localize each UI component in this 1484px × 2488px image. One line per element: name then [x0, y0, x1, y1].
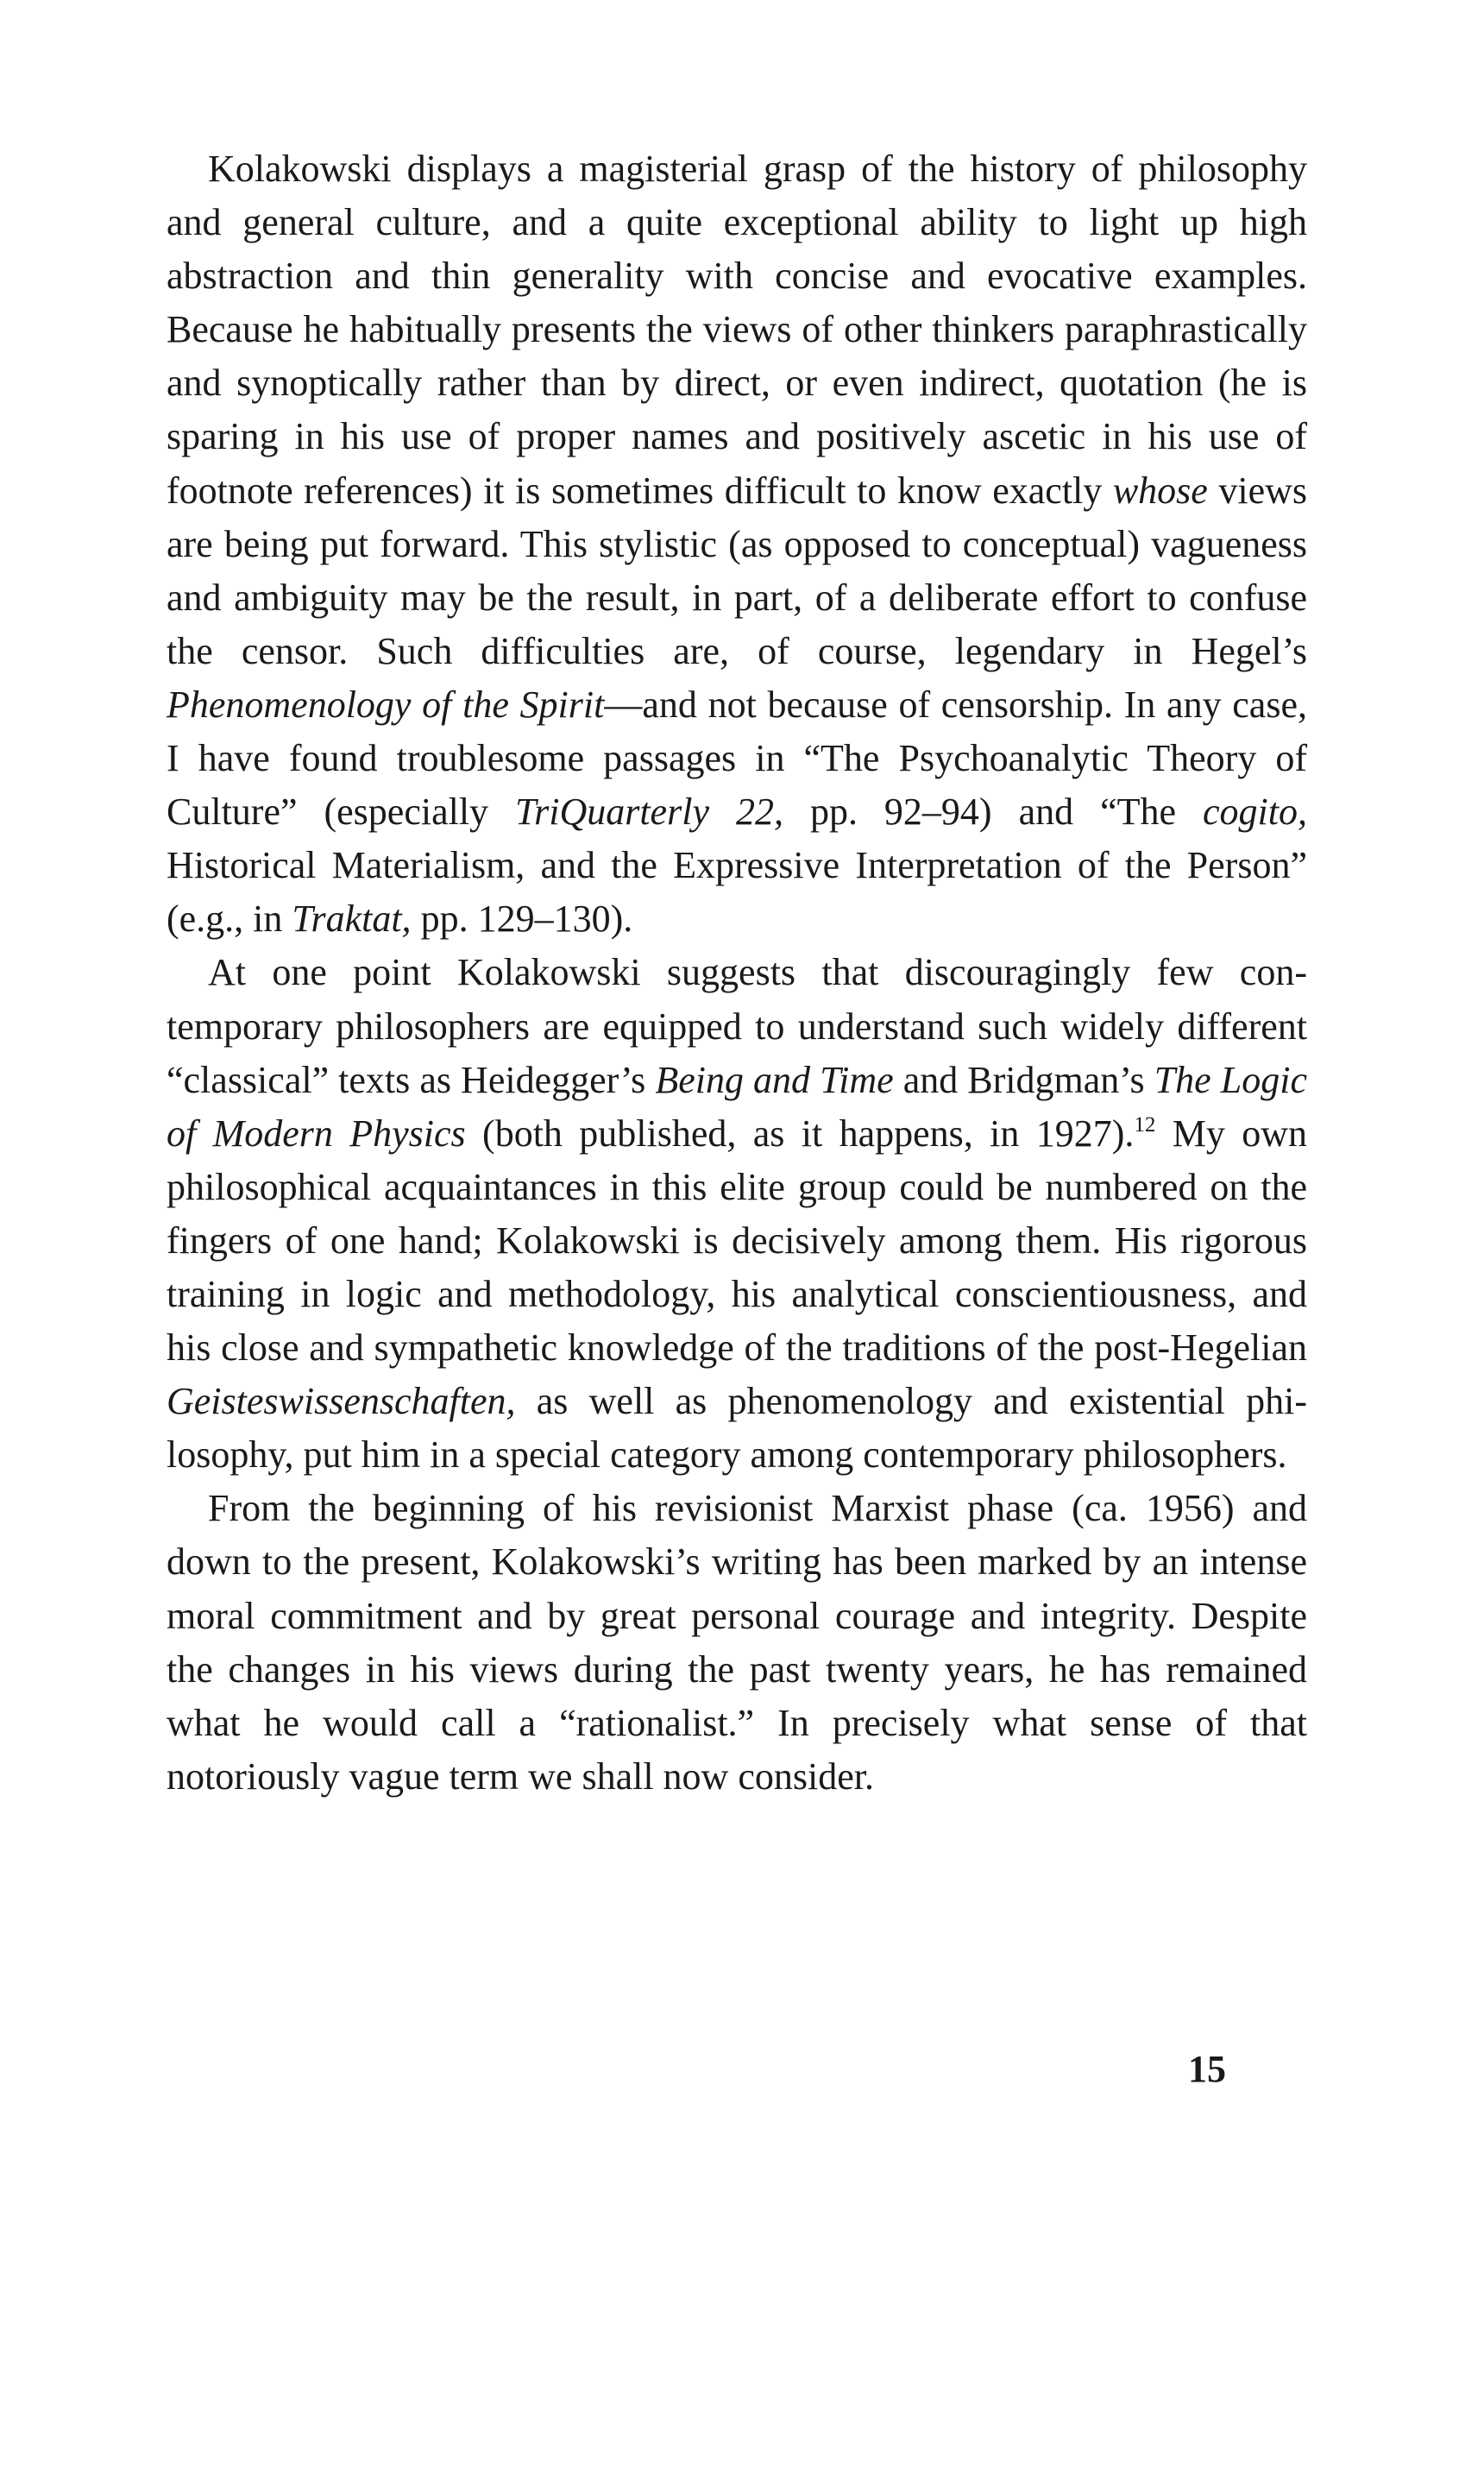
text-span: pp. 129–130).: [411, 898, 633, 941]
text-span: From the beginning of his revisionist Marxist phase (ca. 1956) and down to the present, Kolakowski’s writing has been marked by an intense moral commitment and by great personal courage and integrity. Despite the changes in his views during the past twenty years, he has remained what he would call a “rationalist.” In precisely what sense of that notoriously vague term we shall now consider.: [167, 1487, 1307, 1798]
italic-span: whose: [1112, 469, 1208, 512]
text-span: Historical Materialism, and the Expressive Interpretation of the Person” (e.g., in: [167, 844, 1307, 941]
text-span: My own philosophical acquaintances in this elite group could be numbered on the fingers of one hand; Kolakowski is decisively among them. His rigorous training in logic and methodology, his analytical conscientiousness, and his close and sympathetic knowledge of the traditions of the post-Hegelian: [167, 1112, 1308, 1370]
page-number: 15: [1188, 2048, 1226, 2090]
paragraph-3: [167, 1482, 1307, 1804]
text-span: Kolakowski displays a magisterial grasp of the history of philosophy and general culture, and a quite exceptional ability to light up high abstraction and thin generality with concise and evocative examples. Because he habitually presents the views of other thinkers paraphrastically and synoptically rather than by direct, or even indirect, quotation (he is sparing in his use of proper names and positively ascetic in his use of footnote references) it is sometimes difficult to know exactly: [167, 148, 1307, 512]
italic-span: The Logic of Modern Physics: [167, 1058, 1307, 1155]
text-span: views are being put forward. This stylistic (as opposed to conceptual) vagueness and ambiguity may be the result, in part, of a deliberate effort to confuse the censor. Such difficulties are, of course, legendary in Hegel’s: [167, 469, 1308, 672]
italic-span: Traktat,: [292, 898, 412, 941]
paragraph-1: [167, 142, 1307, 946]
text-span: and Bridgman’s: [893, 1058, 1154, 1101]
text-span: —and not because of censorship. In any case, I have found troublesome passages in “The Psychoanalytic Theory of Culture” (especially: [167, 683, 1307, 834]
text-span: At one point Kolakowski suggests that discouragingly few contemporary philosophers are equipped to understand such widely different “classical” texts as Heidegger’s: [167, 951, 1307, 1101]
footnote-reference: 12: [1134, 1112, 1156, 1137]
paragraph-2: [167, 946, 1307, 1482]
text-span: pp. 92–94) and “The: [783, 790, 1204, 834]
text-span: as well as phenomenology and existential philosophy, put him in a special category among contemporary philosophers.: [167, 1380, 1307, 1477]
text-span: (both published, as it happens, in 1927).: [465, 1112, 1135, 1155]
body-text: [167, 142, 1307, 1804]
italic-span: Phenomenology of the Spirit: [167, 683, 605, 726]
italic-span: TriQuarterly 22,: [515, 790, 783, 834]
italic-span: cogito,: [1203, 790, 1307, 834]
italic-span: Geisteswissenschaften,: [167, 1380, 516, 1423]
italic-span: Being and Time: [655, 1058, 894, 1101]
